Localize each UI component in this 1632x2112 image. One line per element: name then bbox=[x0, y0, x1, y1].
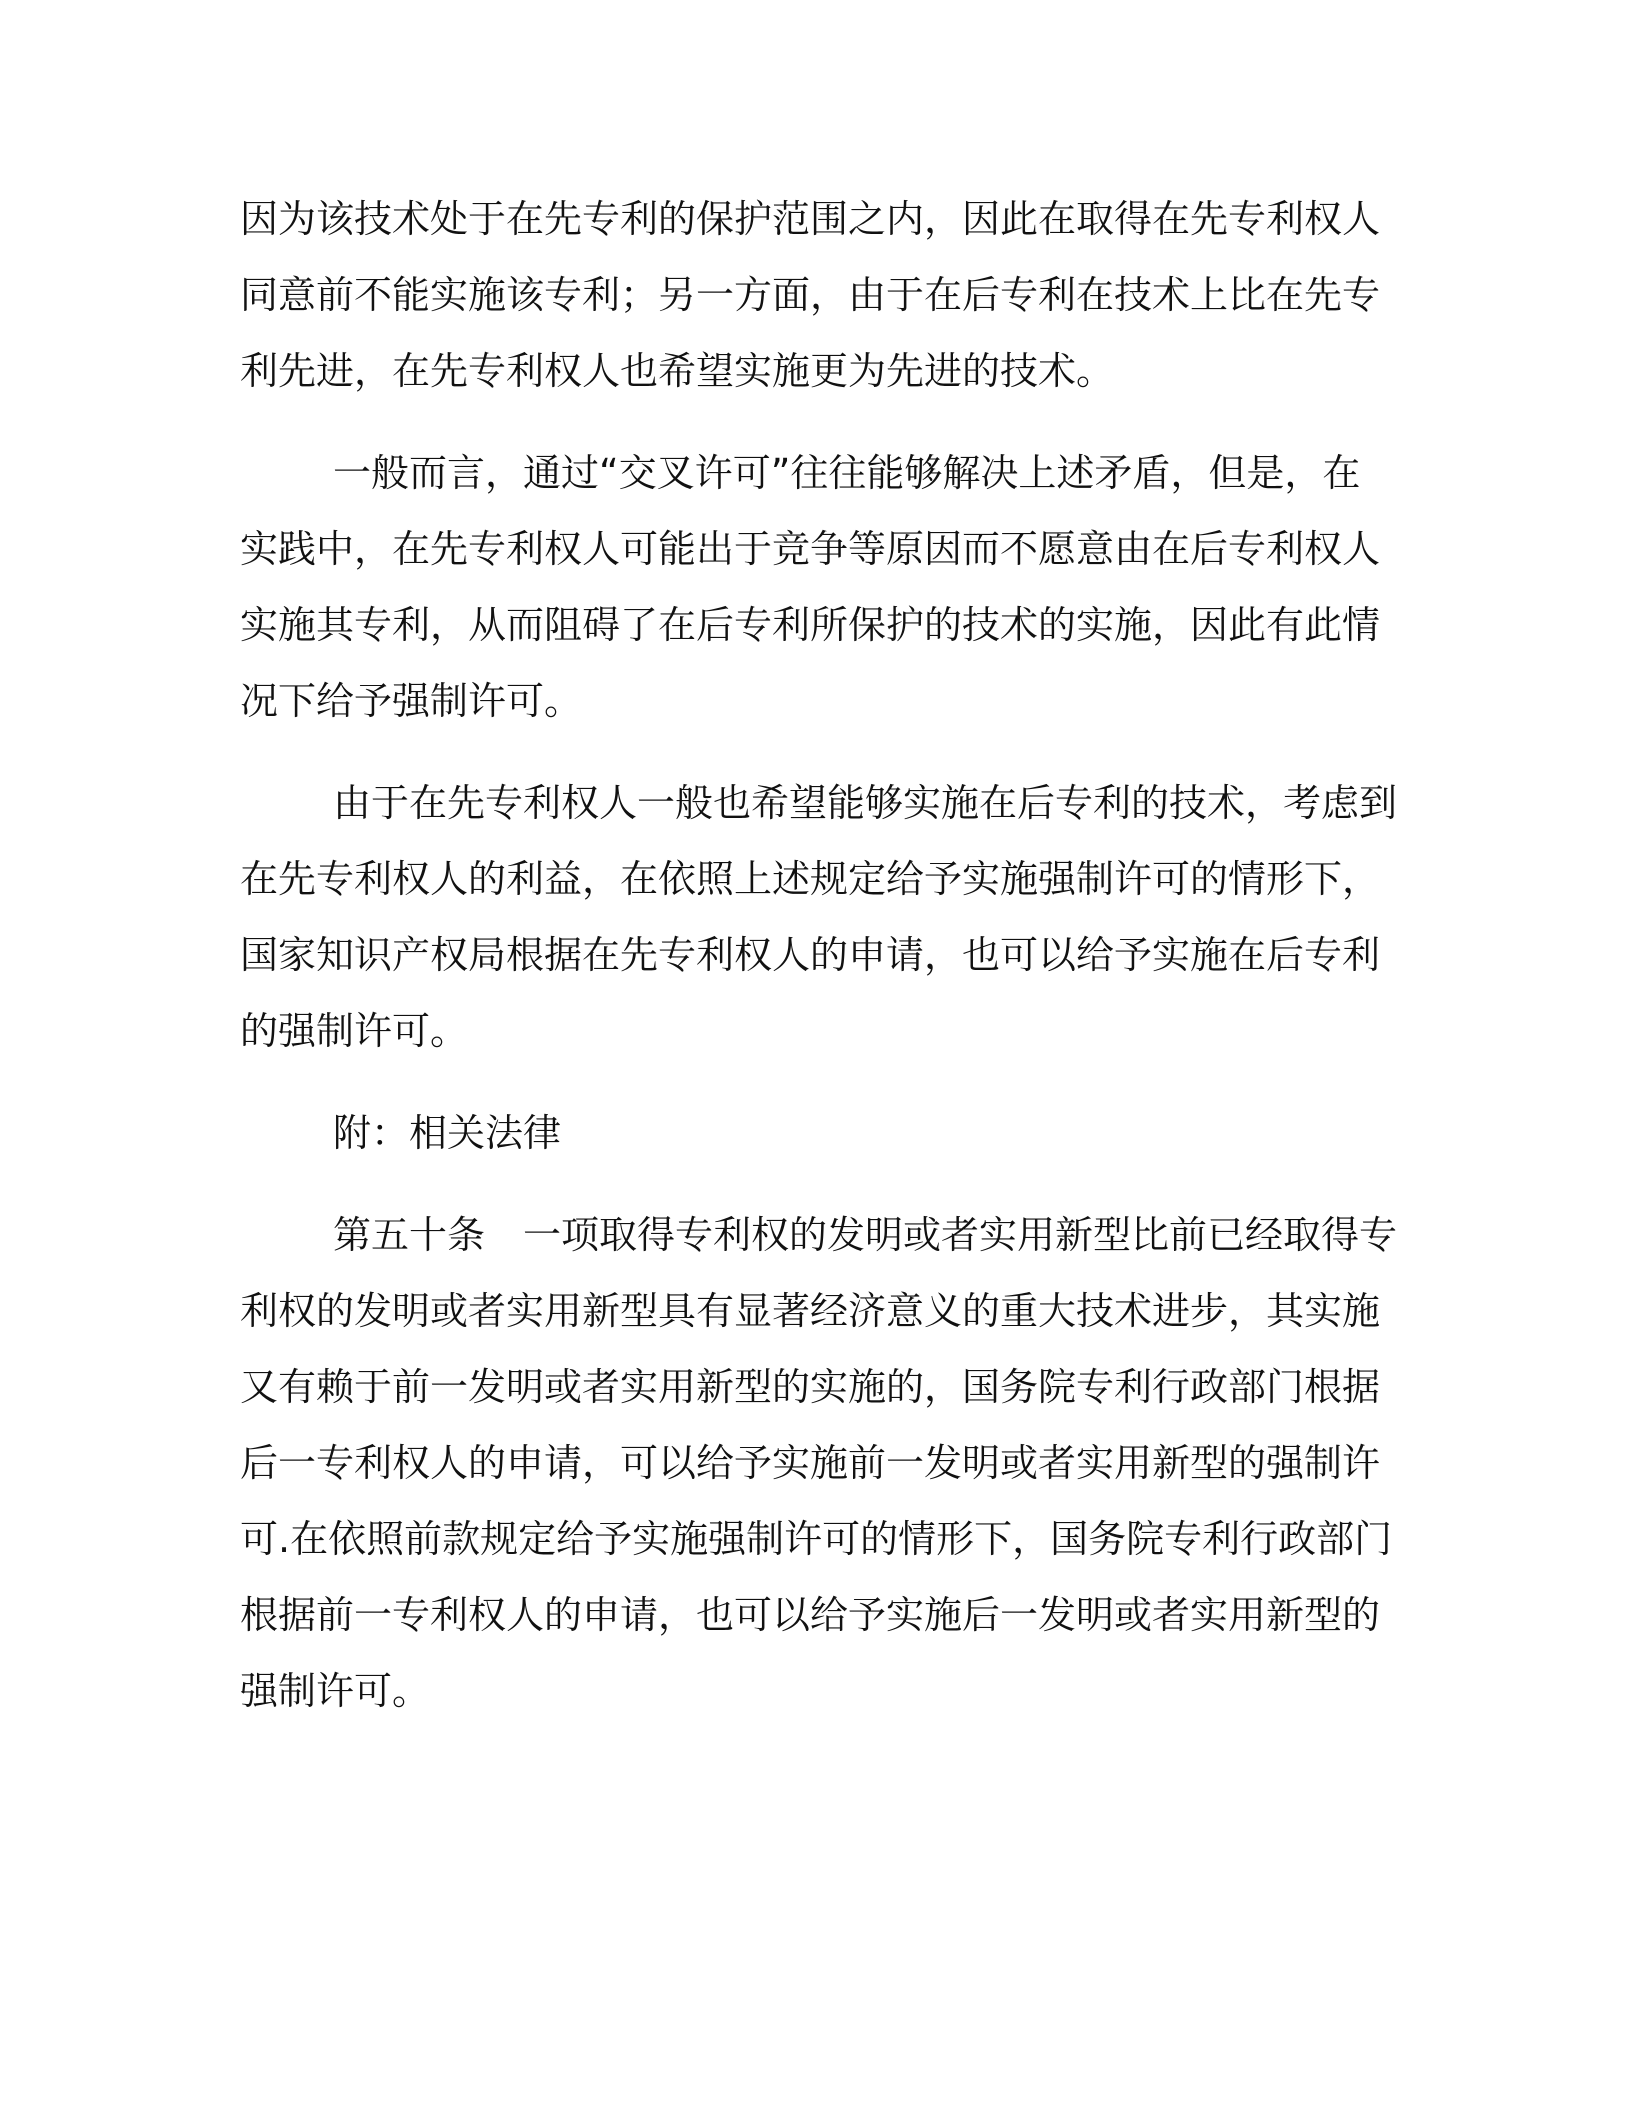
article-50-line-2: 利权的发明或者实用新型具有显著经济意义的重大技术进步，其实施 bbox=[240, 1289, 1381, 1333]
article-50-line-1: 第五十条 一项取得专利权的发明或者实用新型比前已经取得专 bbox=[333, 1213, 1398, 1257]
paragraph-1-line-1: 因为该技术处于在先专利的保护范围之内，因此在取得在先专利权人 bbox=[240, 197, 1381, 241]
paragraph-2-line-3: 实施其专利，从而阻碍了在后专利所保护的技术的实施，因此有此情 bbox=[240, 603, 1381, 647]
article-50-line-6: 根据前一专利权人的申请，也可以给予实施后一发明或者实用新型的 bbox=[240, 1593, 1381, 1637]
article-50-line-7: 强制许可。 bbox=[240, 1669, 431, 1713]
article-50-line-4: 后一专利权人的申请，可以给予实施前一发明或者实用新型的强制许 bbox=[240, 1441, 1381, 1485]
paragraph-3-line-1: 由于在先专利权人一般也希望能够实施在后专利的技术，考虑到 bbox=[333, 781, 1398, 825]
paragraph-1-line-3: 利先进，在先专利权人也希望实施更为先进的技术。 bbox=[240, 349, 1115, 393]
paragraph-2-line-2: 实践中，在先专利权人可能出于竞争等原因而不愿意由在后专利权人 bbox=[240, 527, 1381, 571]
article-50-line-3: 又有赖于前一发明或者实用新型的实施的，国务院专利行政部门根据 bbox=[240, 1365, 1381, 1409]
paragraph-3-line-4: 的强制许可。 bbox=[240, 1009, 469, 1053]
paragraph-3-line-3: 国家知识产权局根据在先专利权人的申请，也可以给予实施在后专利 bbox=[240, 933, 1381, 977]
paragraph-3-line-2: 在先专利权人的利益，在依照上述规定给予实施强制许可的情形下， bbox=[240, 857, 1381, 901]
paragraph-1-line-2: 同意前不能实施该专利；另一方面，由于在后专利在技术上比在先专 bbox=[240, 273, 1381, 317]
article-50-line-5: 可.在依照前款规定给予实施强制许可的情形下，国务院专利行政部门 bbox=[240, 1517, 1393, 1561]
related-law-heading: 附：相关法律 bbox=[333, 1111, 562, 1155]
paragraph-2-line-1: 一般而言，通过“交叉许可”往往能够解决上述矛盾，但是，在 bbox=[333, 451, 1361, 495]
paragraph-2-line-4: 况下给予强制许可。 bbox=[240, 679, 583, 723]
